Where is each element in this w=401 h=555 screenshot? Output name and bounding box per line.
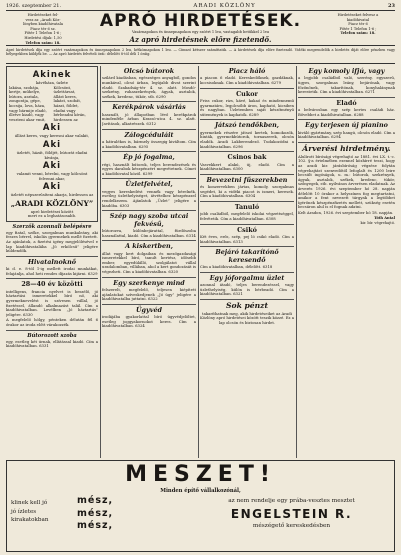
ad-text: Alulírott bírósági végrehajtó az 1881. évi LX. t.-c. 102. §-a értelmében ezennel közhírré teszi, hogy az aradi kir. járásbíróság végzése folytán végrehajtást szenvedőtől lefoglalt és 1200 leire becsült ingóságok, u. m.: bútorok, szekrények, ágyak, asztalok, székek, kredenc, tükör, szőnyegek, stb. nyilvános árverésen eladatnak. Az árverés 1926. évi szeptember hó 28. napján délelőtt 10 órakor a helyszínen fog megtartatni, amikor a fent nevezett tárgyak a legtöbbet ígérőnek készpénzfizetés mellett, szükség esetén becsáron alul is el fognak adatni.	[298, 153, 395, 210]
masthead-left-line: Piacz tér 6 sz.	[30, 26, 56, 31]
ad-text: és konzervekben jártas, komoly, szorgalmas segédet, ki a vidéki piacot is ismeri, keresek. Cím a kiadóhivatalban. 6304	[200, 184, 294, 199]
ad-text: Két éves, erős, szép, pej ló csikó eladó. Cím a kiadóhivatalban. 6313	[200, 233, 294, 244]
ad-text: Kelt Aradon, 1926. évi szeptember hó 18. napján.	[298, 209, 394, 215]
ad-text: a legjobb családból való, szerény, egyszerű, ügyes, szorgalmas leány, bejárónak, vagy főzőnőnek, takarítónak, konyhalánynak kerestetik. Cím a kiadóhivatalban. 6271	[298, 75, 395, 95]
ad-separator	[200, 272, 294, 273]
column-1	[6, 66, 98, 458]
ad-text: bútorozva, különbejárattal, fürdőszoba használattal, kiadó. Cím a kiadóhivatalban. 6314	[102, 227, 196, 238]
lime-ad-left-line: kirakatokban	[11, 517, 49, 524]
column-divider	[198, 66, 199, 458]
page-number: 23	[388, 3, 395, 9]
box-line: üzlettársat,	[53, 89, 76, 95]
ad-text: felszerelt, megfelelő, teljesen kiépített ajánlatokat szíveskedjenek „Jó ügy” jeligére a kiadóhivatalba juttatni. 6322	[102, 286, 196, 302]
aki-text: valamit venni, bérelni, vagy kölcsönt felvenni akar,	[16, 171, 88, 181]
ad-text: egy, esetleg két úrnak, ellátással kiadó. Cím a kiadóhivatalban. 6331	[6, 338, 98, 349]
ad-text: a piacon 6 eladó. Kereskedőknek, gazdáknak, kocsisoknak. Cím a kiadóhivatalban. 6279	[200, 75, 294, 85]
ad-separator	[102, 304, 196, 305]
masthead-left-line: Hirdetési díjak: 1,50	[24, 35, 62, 40]
promo-line: apró hirdetései között	[30, 208, 74, 214]
ad-heading: Ügyvéd	[135, 305, 162, 314]
column-4	[298, 66, 395, 458]
masthead-center	[84, 12, 317, 44]
lime-ad-title: MESZET!	[125, 462, 276, 487]
aki-text: állást keres, vagy keresni akar valakit,	[14, 133, 90, 139]
ad-separator	[102, 277, 196, 278]
ad-separator	[102, 129, 196, 130]
ad-heading: Egy jóforgalmu üzlet	[209, 273, 285, 282]
lime-ad-word: mész,	[77, 495, 114, 506]
aki-heading: Aki	[42, 182, 62, 193]
ad-text: vegyes kereskedést vennék vagy bérelnék, esetleg üzlethelyiséget, átvételhez készpénzzel rendelkezem. Ajánlatok „Üzlet” jeligére a kiadóba. 6303	[102, 188, 196, 208]
aki-heading: Aki	[42, 139, 62, 150]
box-line: bérbeadni kíván,	[53, 112, 86, 118]
box-line: veszteni akar vmit,	[9, 116, 46, 122]
lime-ad-right	[193, 497, 390, 531]
lime-ad-right-line: az nem rendelje egy prába-vesztes mesztet	[228, 498, 355, 504]
ad-separator	[6, 278, 98, 279]
box-line: kertje, műhelye,	[9, 89, 41, 95]
box-lists	[9, 86, 95, 123]
ad-separator	[298, 119, 395, 120]
ad-separator	[102, 151, 196, 152]
ad-text: használt, jó állapotban lévő kerékpárok mindenféle árban Krassó-utca 4. sz. alatt. Javítások, alkatrészek. 6312	[102, 111, 196, 126]
ad-heading: Üzletfelvétel,	[125, 180, 173, 189]
ad-heading: Egy terjesen új pianino	[305, 121, 388, 130]
masthead-right-box	[321, 13, 395, 36]
masthead-left-line: vesz az „Aradi Köz-	[25, 17, 61, 22]
masthead-right-line: kiadóhivatal	[346, 17, 370, 22]
signature-name: Tóth Antal	[374, 216, 395, 221]
ad-text: A megfelelő hölgy, pénteken délután fél 6 órakor az iroda előtt várakozzék.	[6, 317, 98, 328]
box-line: vagy bármije eladó,	[9, 107, 47, 113]
lime-ad-left	[11, 499, 73, 525]
ad-separator	[200, 151, 294, 152]
ad-separator	[102, 101, 196, 102]
ad-text: intelligens, francia nyelvet is beszélő, jó háztartási ismeretekkel bíró nő, aki gyermeknevelést is szívesen vállal, jó fizetéssel, állandó alkalmazást talál. Cím a kiadóhivatalban. Levélben „Jó háztartás” jeligére. 6330	[6, 288, 98, 317]
ad-heading: Szép nagy szoba utcai fekvésű,	[109, 212, 189, 228]
ad-separator	[200, 174, 294, 175]
lime-ad-word: mész,	[77, 507, 114, 519]
ad-heading: Játszó tendőkben,	[214, 121, 280, 130]
ad-heading: Hivatalnoknő	[27, 257, 77, 266]
ad-text: a belvárosban egy szép kertes családi ház. Bővebbet a kiadóhivatalban. 6288	[298, 107, 395, 117]
ad-heading: Csikó	[237, 225, 257, 234]
ad-heading: Piacz háló	[228, 67, 266, 75]
box-line: zongorája, gépe,	[9, 98, 41, 104]
box-list-right	[54, 86, 96, 123]
ad-text: Vasvekkert alakú, új, eladó. Cím a kiadóhivatalban. 6300	[200, 161, 294, 172]
ad-separator	[298, 142, 395, 143]
ad-separator	[6, 256, 98, 257]
ad-heading: A kiskertben,	[125, 242, 173, 251]
lime-ad-word: mész,	[77, 520, 114, 532]
classifieds-title: APRÓ HIRDETÉSEK.	[99, 11, 302, 31]
box-line: házat, földet,	[53, 102, 79, 108]
ad-heading: Egy szerkenye mind	[113, 278, 185, 287]
masthead-left-line: Hirdetéseket fel-	[27, 13, 59, 17]
ad-heading: Tanuló	[234, 202, 260, 211]
column-divider	[296, 66, 297, 458]
pricing-notice: Apró hirdetések díja egy szóért vasárnapokon és ünnepnapokon 2 leu, hétköznapokon 1 leu. — Címszó kétszer számíttatik. — A hirdetések díja előre fizetendő. Vidéki megrendelők a hirdetés díját előre pénzben vagy bélyegekben küldjék be. — Az apró hirdetés felvételi órái: délelőtt 8-tól déli 1 óráig.	[6, 48, 395, 64]
ad-text: egy fiatal, szőke, szorgalmas munkaleány, aki feszes bérrel, iskolás gyermekek mellé fizetett. Az ajánlatok, a fizetési igény megjelölésével e lap kiadóhivatalába „Jó erkölcsű” jeligére küldendők.	[6, 229, 98, 254]
ad-heading: Bejáró takarítónő keresendő	[215, 248, 279, 264]
masthead-right-line: Telefon szám: 18.	[340, 31, 376, 36]
ad-heading: Olcsó bútorok	[123, 67, 175, 75]
box-line: lakást, szobát,	[53, 98, 82, 104]
ad-heading: Bevezetni fűszerekben	[206, 175, 288, 184]
lime-ad-firm-sub: mészégető kereskedésben	[252, 523, 331, 529]
aki-heading: Aki	[42, 123, 62, 134]
ad-text: kiváló gyártmány, szép hangú, olcsón eladó. Cím a kiadóhivatalban. 6294	[298, 129, 395, 140]
box-line: kocsija, lova, háza,	[9, 102, 46, 108]
ad-heading: Kerékpárok vásárlás	[112, 103, 186, 112]
box-list-left	[9, 86, 51, 123]
ad-heading: Árverési hirdetmény.	[302, 143, 391, 153]
box-line: állást keres,	[53, 93, 77, 99]
ad-heading: Cukor	[236, 89, 258, 98]
box-line: lakása, szobája,	[9, 84, 40, 90]
ad-text: ki d. e. 8-tól 1-ig mellett irodai munkákat, felajánlja, ahol heti rendes díjazás kijárni. 6329	[6, 266, 98, 276]
ad-heading: Ép jó fogalma,	[123, 153, 175, 162]
column-divider	[100, 66, 101, 458]
classifieds-slogan: Az apró hirdetésnek előre fizetendő.	[129, 34, 272, 44]
ad-text: irodájába gyakorlattal bíró ügyvédjelöltet, esetleg joggyakornokot keres. Cím a kiadóhivatalban. 6324	[102, 314, 196, 329]
box-title: Akinek	[32, 70, 72, 80]
paper-name-promo: „ARADI KÖZLÖNY”	[10, 198, 94, 208]
ad-text: takaríthatnak meg, akik hirdetéseiket az Aradi Közlöny apró hirdetései között teszik közzé. Ez a lap olcsón és biztosan hirdet.	[200, 310, 294, 325]
lime-ad-subtitle: Minden építő vállalkozónál,	[160, 488, 241, 494]
masthead-left-line: Főtér 1 Telefon 1-6 ;	[24, 31, 62, 36]
masthead-left-box	[6, 13, 80, 45]
aki-heading: Aki	[42, 161, 62, 172]
box-line: eladni vagy	[53, 107, 76, 113]
ad-text: gyermekek részére játszó kertek, homokozók, hinták, gyermekbútorok, tornaszerek, olcsón eladók. Aradi Lakberendező. Tudakozódni a kiadóhivatalban. 6296	[200, 129, 294, 149]
ad-separator	[200, 246, 294, 247]
box-subtitle: kávéháza, üzlete	[35, 80, 69, 85]
ad-separator	[200, 88, 294, 89]
page-header-line	[6, 2, 395, 10]
ad-heading: 28—40 év közötti	[21, 280, 83, 289]
ad-heading: Zálogcéduláit	[124, 130, 174, 139]
lime-advertisement	[6, 460, 395, 552]
ad-separator	[102, 240, 196, 241]
ad-heading: Egy komoly ifjú, vagy	[308, 67, 385, 75]
ad-text: szilárd kiadásban, egészséges anyagból, gondos munkával, olcsó árban, legújabb divat szerint eladó. Szabadság-tér 4. sz. alatt. Mosdó-szekrény, ruhaszekrények, ágyak, asztalok, székek, kredenc, tükör, stb. 6290	[102, 75, 196, 99]
paper-name-header: ARADI KÖZLÖNY	[193, 3, 256, 9]
column-2	[102, 66, 196, 458]
signature-role: kir. bír. végrehajtó.	[360, 221, 395, 226]
ad-separator	[200, 224, 294, 225]
masthead-right-line: Főtér 1 Telefon 1-6 ;	[339, 26, 377, 31]
ad-separator	[6, 330, 98, 331]
aki-box	[6, 66, 98, 222]
promo-line: mert ez a leghatásosabb.	[27, 213, 77, 219]
classifieds-masthead	[6, 10, 395, 46]
ad-separator	[298, 97, 395, 98]
page-date: 1926. szeptember 21.	[6, 3, 62, 9]
ad-text: állat vagy kert dolgaiban és mezőgazdasági ismeretekkel bíró, tanult kertész, idősebb ember, egyedülálló, szolgálatot vállal uradalomban, villában, ahol a kert gondozását is végezheti. Cím a kiadóhivatalban. 6320	[102, 250, 196, 274]
classifieds-subtitle: Vasárnapokon és ünnepnapokon egy szóért 1 leu, vastagabb betűkkel 2 leu	[131, 30, 270, 34]
masthead-right-line: Piacz tér 6	[348, 22, 368, 27]
lime-ad-left-line: jó ízletes	[11, 508, 37, 515]
masthead-left-line: lönyben kiadóhivatala	[23, 22, 63, 27]
ad-separator	[200, 201, 294, 202]
ad-text: Friss cukor, rizs, kávé, kakaó és mindennemű gyarmatáru, legolcsóbb áron, kapható, kicsiben és nagyban. Üzletemben saját készítményű sütemények is kaphatók. 6289	[200, 98, 294, 117]
ad-heading: Sok pénzt	[226, 300, 268, 310]
aki-text: üzletét népszerűsíteni akarja, hirdessen az	[10, 192, 94, 198]
box-line: bútora, asztala,	[9, 93, 39, 99]
box-line: hirdessen az	[53, 116, 78, 122]
ad-text: régi, használt bútorok, teljes berendezések és egyes darabok készpénzért megvétetnek. Címet a kiadóhivatal közöl. 6299	[102, 161, 196, 176]
ad-text: Cím a kiadóhivatalban, délelőtt. 6318	[200, 263, 273, 269]
box-line: illetve kiadó, vagy	[9, 112, 44, 118]
ad-heading: Eladó	[336, 98, 357, 107]
masthead-left-line: Telefon szám: 18.	[25, 40, 61, 45]
column-3	[200, 66, 294, 458]
lime-ad-words	[77, 495, 187, 533]
ad-text: a hátralékos is, bármely összegig kiváltom. Cím a kiadóhivatalban. 6295	[102, 138, 196, 149]
ad-separator	[102, 210, 196, 211]
lime-ad-firm: ENGELSTEIN R.	[230, 507, 353, 521]
lime-ad-left-line: klinek kell jó	[11, 500, 48, 506]
ad-text: jobb családból, megfelelő iskolai végzettséggel, felvétetik. Cím a kiadóhivatalban. 6308	[200, 211, 294, 221]
ad-text: azonnal átadó, teljes berendezéssel, vagy üzlethelyiség, külön is bérbeadó. Cím a kiadóhivatalban. 6321	[200, 281, 294, 297]
ad-heading: Szerzők azonnali belépésre	[12, 223, 92, 230]
aki-text: üzletét, házát, földjét, bútorát eladni kívánja,	[16, 149, 88, 160]
masthead-right-line: Hirdetéseket felvesz a	[337, 13, 379, 17]
ad-heading: Csinos bak	[227, 153, 267, 162]
box-line: Kölcsönt,	[53, 84, 72, 90]
ad-separator	[200, 299, 294, 300]
ad-heading: Bútorozott szoba	[27, 332, 77, 339]
